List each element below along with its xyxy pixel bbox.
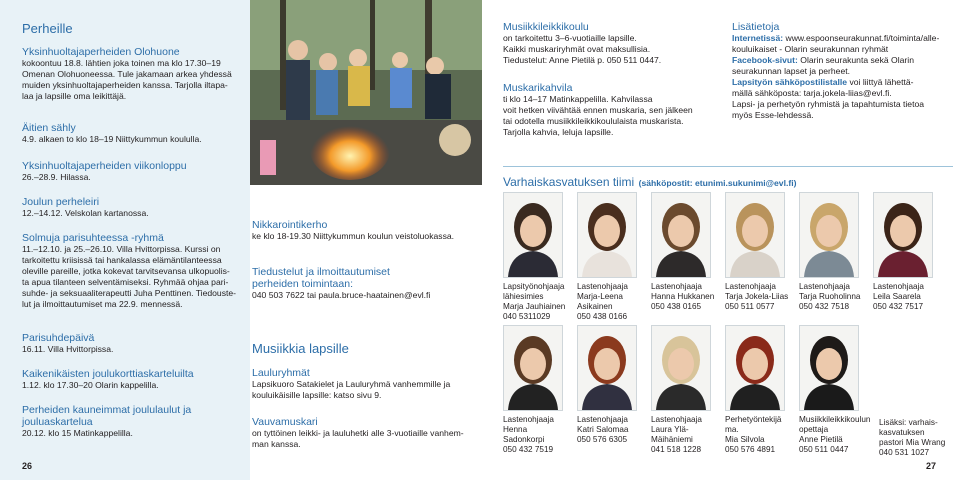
section-title: Äitien sähly	[22, 122, 76, 134]
line: kokoontuu 18.8. lähtien joka toinen ma klo 17.30–19	[22, 58, 221, 68]
staff-info-line: Leila Saarela	[873, 292, 921, 301]
campfire-photo	[250, 0, 482, 185]
section-aitien-shly	[22, 122, 202, 145]
line: 11.–12.10. ja 25.–26.10. Villa Hvittorpissa. Kurssi on	[22, 244, 221, 254]
staff-portrait	[799, 192, 859, 278]
line: Omenan Olohuoneessa. Tule jakamaan arkea yhdessä	[22, 69, 232, 79]
section-title: Tiedustelut ja ilmoittautumiset	[252, 266, 390, 278]
line: oleville pareille, jotka kokevat tarvitsevansa ulkopuolis-	[22, 266, 230, 276]
staff-info-line: Mia Silvola	[725, 435, 765, 444]
staff-info-line: Tarja Ruoholinna	[799, 292, 861, 301]
section-title: Lisätietoja	[732, 21, 780, 33]
staff-portrait	[651, 325, 711, 411]
staff-info-line: Asikainen	[577, 302, 613, 311]
staff-info-line: 040 5311029	[503, 312, 551, 321]
team-extra-note	[879, 418, 945, 458]
section-perheleiri	[22, 196, 149, 219]
staff-info-line: Tarja Jokela-Liias	[725, 292, 789, 301]
line: ta apua tilanteen selventämiseksi. Ryhmää ohjaa pari-	[22, 277, 229, 287]
line: Lapsikuoro Satakielet ja Lauluryhmä vanhemmille ja	[252, 379, 451, 389]
section-muskarikahvila	[503, 82, 693, 138]
staff-info-line: Katri Salomaa	[577, 425, 629, 434]
section-joululaulut	[22, 404, 191, 439]
line: 040 503 7622 tai paula.bruce-haatainen@evl.fi	[252, 290, 431, 300]
section-title: Muskarikahvila	[503, 82, 573, 94]
line: kasvatuksen	[879, 428, 925, 437]
staff-info-line: 050 432 7518	[799, 302, 850, 311]
line: Kaikki muskariryhmät ovat maksullisia.	[503, 44, 651, 54]
divider	[503, 166, 953, 167]
line: 16.11. Villa Hvittorpissa.	[22, 344, 114, 354]
section-title: Perheiden kauneimmat joululaulut ja	[22, 404, 192, 416]
staff-info-line: 050 432 7519	[503, 445, 554, 454]
line: 1.12. klo 17.30–20 Olarin kappelilla.	[22, 380, 159, 390]
staff-info-line: Lastenohjaaja	[873, 282, 924, 291]
line: ti klo 14–17 Matinkappelilla. Kahvilassa	[503, 94, 653, 104]
staff-info-line: 050 432 7517	[873, 302, 924, 311]
staff-info-line: Marja Jauhiainen	[503, 302, 566, 311]
label: Internetissä:	[732, 33, 784, 43]
section-viikonloppu	[22, 160, 187, 183]
page-number-left: 26	[22, 461, 33, 471]
staff-portrait	[503, 325, 563, 411]
staff-info-line: Marja-Leena	[577, 292, 623, 301]
line: laa ja lapsille oma leikittäjä.	[22, 91, 127, 101]
staff-card	[503, 325, 569, 455]
staff-info-line: Hanna Hukkanen	[651, 292, 715, 301]
staff-portrait	[577, 325, 637, 411]
section-title: Vauvamuskari	[252, 416, 318, 428]
staff-card	[725, 325, 791, 455]
section-lauluryhmat	[252, 367, 450, 401]
staff-portrait	[651, 192, 711, 278]
staff-card	[503, 192, 569, 322]
staff-info-line: 041 518 1228	[651, 445, 702, 454]
staff-portrait	[725, 192, 785, 278]
staff-info-line: 050 438 0166	[577, 312, 628, 321]
staff-info-line: Lastenohjaaja	[577, 415, 628, 424]
staff-card	[651, 325, 717, 455]
staff-portrait	[799, 325, 859, 411]
line: 26.–28.9. Hilassa.	[22, 172, 91, 182]
staff-info-line: Musiikkileikkikoulun	[799, 415, 871, 424]
section-title: Solmuja parisuhteessa -ryhmä	[22, 232, 164, 244]
staff-card	[725, 192, 791, 312]
music-heading: Musiikkia lapsille	[252, 341, 349, 356]
section-solmuja	[22, 232, 236, 310]
line: muiden yksinhuoltajaperheiden kanssa. Tarjolla iltapa-	[22, 80, 228, 90]
staff-card	[799, 192, 865, 312]
staff-info-line: opettaja	[799, 425, 829, 434]
section-musiikkileikkikoulu	[503, 21, 661, 66]
section-title: perheiden toimintaan:	[252, 278, 353, 290]
section-title: Nikkarointikerho	[252, 219, 328, 231]
page-heading: Perheille	[22, 21, 73, 36]
line: 040 531 1027	[879, 448, 930, 457]
team-heading	[503, 173, 796, 191]
staff-portrait	[577, 192, 637, 278]
staff-info-line: Mäihäniemi	[651, 435, 693, 444]
section-nikkarointikerho	[252, 219, 454, 242]
section-olohuone	[22, 46, 232, 102]
team-title: Varhaiskasvatuksen tiimi	[503, 175, 635, 189]
staff-card	[577, 325, 643, 445]
section-title: Yksinhuoltajaperheiden Olohuone	[22, 46, 180, 58]
line: on tyttöinen leikki- ja lauluhetki alle 3-vuotiaille vanhem-	[252, 428, 464, 438]
staff-portrait	[503, 192, 563, 278]
staff-info-line: Lastenohjaaja	[651, 415, 702, 424]
staff-portrait	[873, 192, 933, 278]
label: Lapsityön sähköpostilistalle	[732, 77, 848, 87]
staff-info-line: Lapsityönohjaaja	[503, 282, 565, 291]
label: Facebook-sivut:	[732, 55, 798, 65]
staff-card	[577, 192, 643, 322]
staff-card	[873, 192, 939, 312]
staff-info-line: Anne Pietilä	[799, 435, 843, 444]
section-title: jouluaskartelua	[22, 416, 93, 428]
line: Olarin seurakunta sekä Olarin	[797, 55, 914, 65]
line: Lapsi- ja perhetyön ryhmistä ja tapahtumista tietoa	[732, 99, 925, 109]
staff-info-line: 050 576 6305	[577, 435, 628, 444]
staff-info-line: lähiesimies	[503, 292, 544, 301]
section-parisuhdepaiva	[22, 332, 113, 355]
section-tiedustelut	[252, 266, 430, 301]
staff-card	[799, 325, 871, 455]
staff-info-line: Lastenohjaaja	[725, 282, 776, 291]
staff-info-line: Lastenohjaaja	[577, 282, 628, 291]
page-number-right: 27	[926, 461, 937, 471]
section-title: Parisuhdepäivä	[22, 332, 95, 344]
line: 20.12. klo 15 Matinkappelilla.	[22, 428, 133, 438]
line: Tarjolla kahvia, leluja lapsille.	[503, 127, 614, 137]
staff-info-line: 050 438 0165	[651, 302, 702, 311]
line: on tarkoitettu 3–6-vuotiaille lapsille.	[503, 33, 637, 43]
line: lut ja ilmoittautumiset ma 22.9. mennessä.	[22, 299, 183, 309]
line: www.espoonseurakunnat.fi/toiminta/alle-	[783, 33, 940, 43]
line: Tiedustelut: Anne Pietilä p. 050 511 0447.	[503, 55, 662, 65]
staff-info-line: 050 511 0577	[725, 302, 775, 311]
line: kouluikäisille lapsille: katso sivu 9.	[252, 390, 382, 400]
staff-info-line: Lastenohjaaja	[503, 415, 554, 424]
section-lisatietoja	[732, 21, 939, 121]
staff-info-line: Lastenohjaaja	[651, 282, 702, 291]
line: kouluikaiset - Olarin seurakunnan ryhmät	[732, 44, 889, 54]
section-vauvamuskari	[252, 416, 464, 450]
line: mällä sähköposta: tarja.jokela-liias@evl.fi.	[732, 88, 892, 98]
line: 12.–14.12. Velskolan kartanossa.	[22, 208, 149, 218]
staff-card	[651, 192, 717, 312]
staff-info-line: 050 511 0447	[799, 445, 849, 454]
staff-info-line: Laura Ylä-	[651, 425, 689, 434]
line: voi liittyä lähettä-	[847, 77, 914, 87]
line: 4.9. alkaen to klo 18–19 Niittykummun koululla.	[22, 134, 202, 144]
line: myös Esse-lehdessä.	[732, 110, 814, 120]
team-subtitle: (sähköpostit: etunimi.sukunimi@evl.fi)	[638, 178, 797, 188]
section-title: Kaikenikäisten joulukorttiaskarteluilta	[22, 368, 194, 380]
section-title: Yksinhuoltajaperheiden viikonloppu	[22, 160, 187, 172]
staff-info-line: Perhetyöntekijä ma.	[725, 415, 782, 434]
line: pastori Mia Wrang	[879, 438, 946, 447]
section-title: Joulun perheleiri	[22, 196, 100, 208]
section-joulukortti	[22, 368, 194, 391]
line: suhde- ja seksuaaliterapeutti Juha Penttinen. Tiedouste-	[22, 288, 237, 298]
staff-info-line: Lastenohjaaja	[799, 282, 850, 291]
staff-info-line: Henna Sadonkorpi	[503, 425, 545, 444]
line: voit hetken viivähtää ennen muskaria, sen jälkeen	[503, 105, 693, 115]
line: tarkoitettu kriisissä tai hankalassa elämäntilanteessa	[22, 255, 222, 265]
line: man kanssa.	[252, 439, 301, 449]
staff-info-line: 050 576 4891	[725, 445, 776, 454]
staff-portrait	[725, 325, 785, 411]
line: ke klo 18-19.30 Niittykummun koulun veistoluokassa.	[252, 231, 455, 241]
line: Lisäksi: varhais-	[879, 418, 938, 427]
section-title: Musiikkileikkikoulu	[503, 21, 589, 33]
line: seurakunnan lapset ja perheet.	[732, 66, 851, 76]
section-title: Lauluryhmät	[252, 367, 310, 379]
line: tai odotella musiikkileikkikoululaista muskarista.	[503, 116, 684, 126]
